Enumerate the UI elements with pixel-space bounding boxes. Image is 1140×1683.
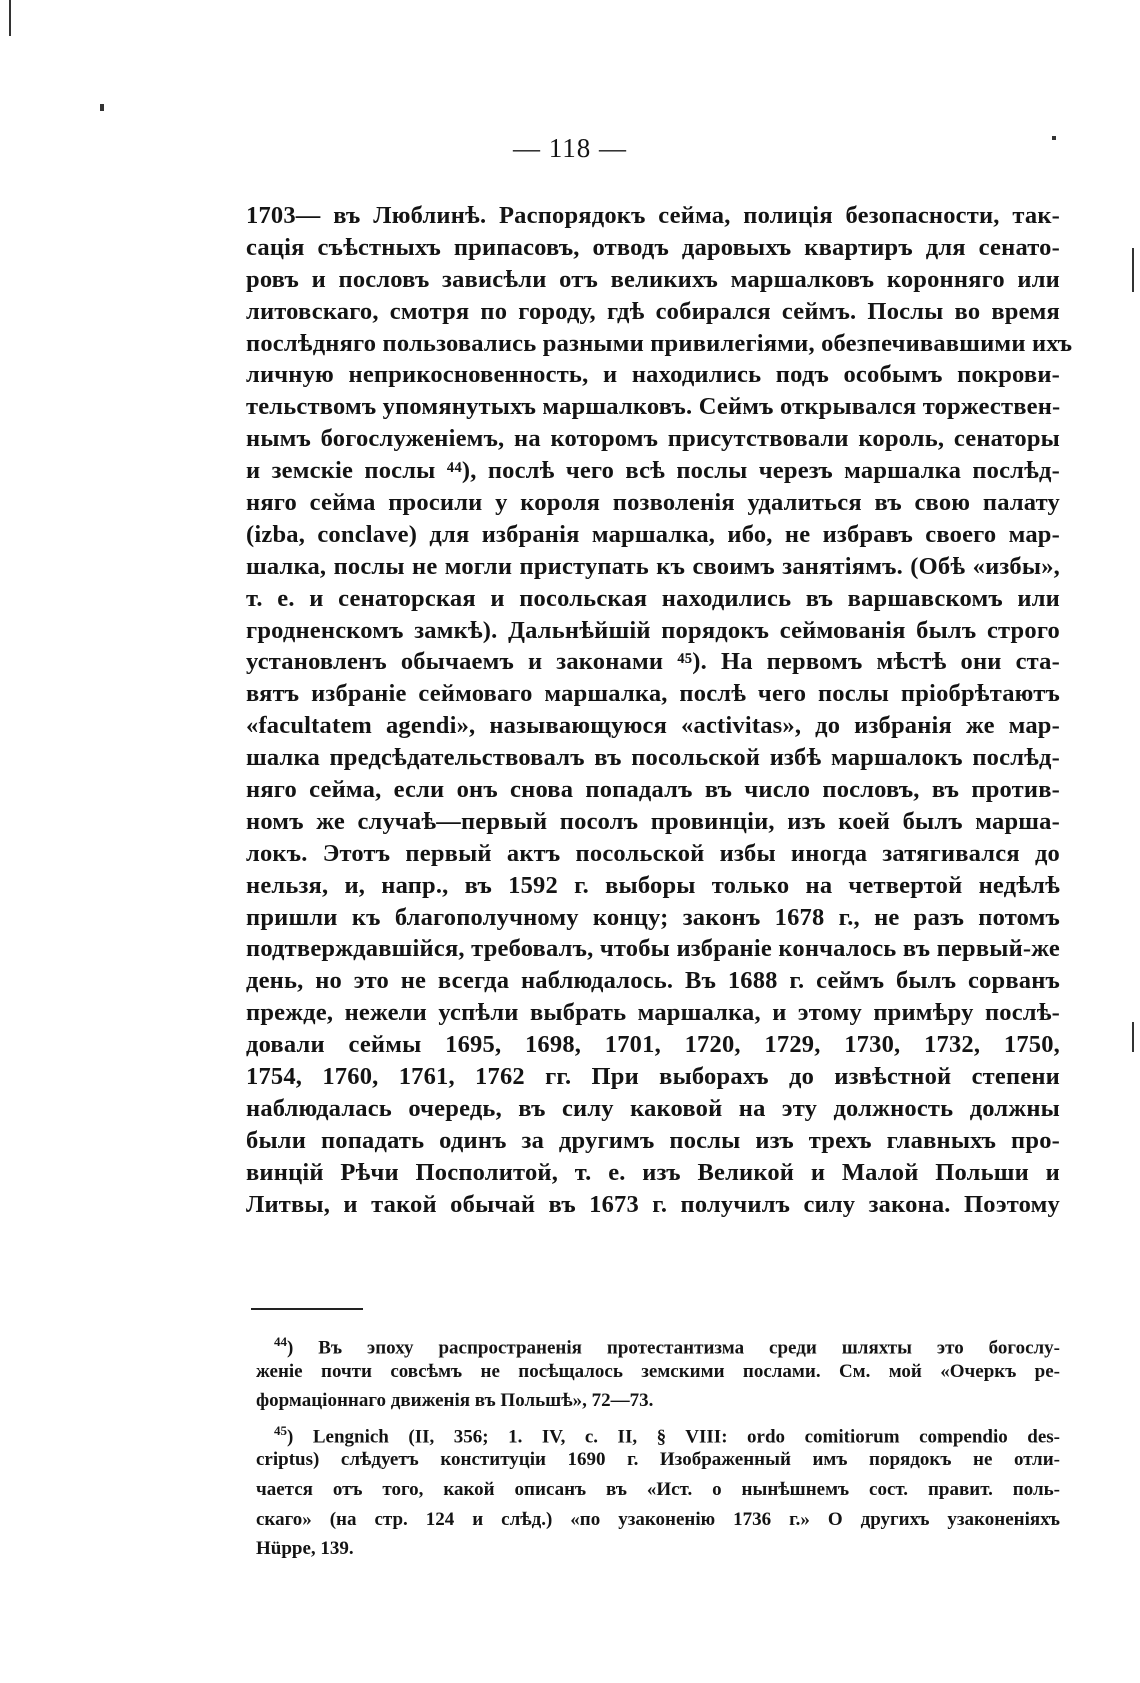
body-line: няго сейма, если онъ снова попадалъ въ число пословъ, въ против- <box>246 776 1060 804</box>
scan-dot <box>100 104 104 111</box>
body-line: ровъ и пословъ зависѣли отъ великихъ маршалковъ коронняго или <box>246 265 1060 293</box>
body-line: нымъ богослуженіемъ, на которомъ присутствовали король, сенаторы <box>246 425 1060 453</box>
body-line: тельствомъ упомянутыхъ маршалковъ. Сеймъ открывался торжествен- <box>246 393 1061 421</box>
body-line: Литвы, и такой обычай въ 1673 г. получилъ силу закона. Поэтому <box>246 1190 1060 1218</box>
footnote-separator <box>251 1308 363 1310</box>
body-line: прежде, нежели успѣли выбрать маршалка, и этому примѣру послѣ- <box>246 999 1060 1027</box>
footnote-number: 44 <box>274 1334 287 1349</box>
body-line: день, но это не всегда наблюдалось. Въ 1688 г. сеймъ былъ сорванъ <box>246 967 1060 995</box>
body-line: т. е. и сенаторская и посольская находились въ варшавскомъ или <box>246 584 1060 612</box>
body-line: пришли къ благополучному концу; законъ 1678 г., не разъ потомъ <box>246 903 1060 931</box>
body-line: винцій Рѣчи Посполитой, т. е. изъ Великой и Малой Польши и <box>246 1158 1060 1186</box>
footnote-line <box>256 1357 1060 1387</box>
footnote-line <box>256 1534 1060 1564</box>
scan-margin-line <box>9 0 11 36</box>
body-line: послѣдняго пользовались разными привилегіями, обезпечивавшими ихъ <box>246 329 1073 357</box>
body-line: довали сеймы 1695, 1698, 1701, 1720, 1729, 1730, 1732, 1750, <box>246 1031 1060 1059</box>
body-line: гродненскомъ замкѣ). Дальнѣйшій порядокъ сеймованія былъ строго <box>246 616 1060 644</box>
footnote-text: скаго» (на стр. 124 и слѣд.) «по узаконенію 1736 г.» О другихъ узаконеніяхъ <box>256 1508 1060 1530</box>
footnote-text: чается отъ того, какой описанъ въ «Ист. о нынѣшнемъ сост. правит. поль- <box>256 1478 1060 1500</box>
body-line: нельзя, и, напр., въ 1592 г. выборы только на четвертой недѣлѣ <box>246 871 1060 899</box>
footnote-line <box>256 1505 1060 1535</box>
body-line: вятъ избраніе сеймоваго маршалка, послѣ чего послы пріобрѣтаютъ <box>246 680 1060 708</box>
body-line: установленъ обычаемъ и законами ⁴⁵). На первомъ мѣстѣ они ста- <box>246 648 1060 676</box>
body-line: литовскаго, смотря по городу, гдѣ собирался сеймъ. Послы во время <box>246 297 1060 325</box>
footnote-line <box>256 1416 1060 1446</box>
body-line: шалка предсѣдательствовалъ въ посольской избѣ маршалокъ послѣд- <box>246 744 1060 772</box>
scan-margin-line <box>1132 1022 1134 1052</box>
body-line: наблюдалась очередь, въ силу каковой на эту должность должны <box>246 1094 1060 1122</box>
body-line: 1754, 1760, 1761, 1762 гг. При выборахъ до извѣстной степени <box>246 1063 1060 1091</box>
body-line: подтверждавшійся, требовалъ, чтобы избраніе кончалось въ первый-же <box>246 935 1060 963</box>
body-line: и земскіе послы ⁴⁴), послѣ чего всѣ послы черезъ маршалка послѣд- <box>246 457 1060 485</box>
footnote-line <box>256 1475 1060 1505</box>
scan-margin-line <box>1132 248 1134 292</box>
body-line: шалка, послы не могли приступать къ своимъ занятіямъ. (Обѣ «избы», <box>246 552 1060 580</box>
body-text <box>246 200 1073 1221</box>
body-line: (izba, conclave) для избранія маршалка, ибо, не избравъ своего мар- <box>246 520 1060 548</box>
body-line: номъ же случаѣ—первый посолъ провинціи, изъ коей былъ марша- <box>246 807 1060 835</box>
footnote-text: Hüppe, 139. <box>256 1538 354 1560</box>
body-line: личную неприкосновенность, и находились подъ особымъ покрови- <box>246 361 1060 389</box>
footnote-line <box>256 1327 1060 1357</box>
body-line: «facultatem agendi», называющуюся «activitas», до избранія же мар- <box>246 712 1060 740</box>
footnote-line <box>256 1445 1060 1475</box>
page-number: — 118 — <box>513 133 627 163</box>
body-line: локъ. Этотъ первый актъ посольской избы иногда затягивался до <box>246 839 1060 867</box>
footnote-text: criptus) слѣдуетъ конституціи 1690 г. Изображенный имъ порядокъ не отли- <box>256 1449 1060 1471</box>
body-line: были попадать одинъ за другимъ послы изъ трехъ главныхъ про- <box>246 1126 1060 1154</box>
body-line: няго сейма просили у короля позволенія удалиться въ свою палату <box>246 489 1060 517</box>
footnote-text: женіе почти совсѣмъ не посѣщалось земскими послами. См. мой «Очеркъ ре- <box>256 1360 1060 1382</box>
body-line: сація съѣстныхъ припасовъ, отводъ даровыхъ квартиръ для сенато- <box>246 233 1060 261</box>
footnote-line <box>256 1386 1060 1416</box>
footnotes <box>256 1327 1060 1564</box>
footnote-number: 45 <box>274 1422 287 1438</box>
body-line: 1703— въ Люблинѣ. Распорядокъ сейма, полиція безопасности, так- <box>246 202 1060 229</box>
footnote-text: формаціоннаго движенія въ Польшѣ», 72—73. <box>256 1390 654 1412</box>
footnote-text: ) Lengnich (II, 356; 1. IV, c. II, § VIII: ordo comitiorum compendio des- <box>287 1426 1060 1448</box>
footnote-text: ) Въ эпоху распространенія протестантизма среди шляхты это богослу- <box>287 1337 1060 1359</box>
